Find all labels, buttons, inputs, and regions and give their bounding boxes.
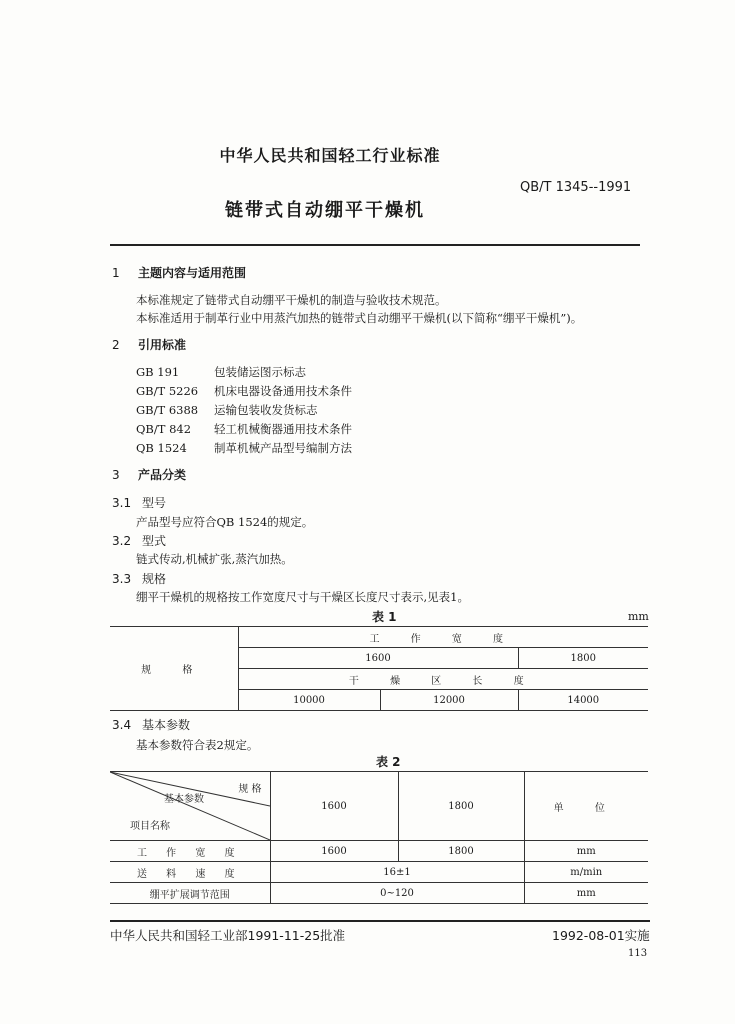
section-3-heading [112,466,186,483]
standard-number: QB/T 1345--1991 [520,180,632,195]
reference-code: GB/T 6388 [136,403,199,417]
table-1-row-label: 规 格 [110,627,238,711]
reference-name: 制革机械产品型号编制方法 [214,441,352,455]
table-cell: m/min [524,862,648,883]
reference-code: GB 191 [136,365,180,379]
reference-name: 机床电器设备通用技术条件 [214,384,352,398]
subsection-number: 3.4 [112,718,132,732]
subsection-3-4-heading [112,716,190,733]
paragraph: 链式传动,机械扩张,蒸汽加热。 [136,552,293,566]
paragraph: 基本参数符合表2规定。 [136,738,259,752]
page-number: 113 [628,948,648,959]
table-row [110,627,648,648]
header-rule [110,244,640,246]
table-2-caption: 表 2 [376,755,401,769]
footer-rule [110,920,650,922]
section-number: 3 [112,468,120,482]
subsection-3-1-heading [112,494,166,511]
table-2-unit-header: 单 位 [524,772,648,841]
table-1-length-header: 干 燥 区 长 度 [238,669,648,690]
reference-item [136,440,352,456]
paragraph: 本标准适用于制革行业中用蒸汽加热的链带式自动绷平干燥机(以下简称“绷平干燥机”)。 [136,311,583,325]
subsection-3-3-heading [112,570,166,587]
table-cell: 10000 [238,690,380,711]
subsection-title: 型号 [142,496,167,510]
subsection-number: 3.1 [112,496,132,510]
section-title: 引用标准 [138,338,187,352]
table-cell: 1600 [270,841,398,862]
approval-line: 中华人民共和国轻工业部1991-11-25批准 [110,928,346,943]
paragraph: 绷平干燥机的规格按工作宽度尺寸与干燥区长度尺寸表示,见表1。 [136,590,469,604]
reference-code: QB/T 842 [136,422,192,436]
table-1-width-header: 工 作 宽 度 [238,627,648,648]
reference-item [136,421,352,437]
section-title: 主题内容与适用范围 [138,266,247,280]
table-cell: 1600 [270,772,398,841]
table-row [110,841,648,862]
table-cell: 绷平扩展调节范围 [110,883,270,904]
table-cell: 1800 [398,841,524,862]
reference-name: 运输包装收发货标志 [214,403,318,417]
diagonal-spec-label: 规 格 [238,784,262,795]
table-cell: mm [524,841,648,862]
table-cell: 1600 [238,648,518,669]
table-cell: 工 作 宽 度 [110,841,270,862]
table-cell: 12000 [380,690,518,711]
table-2-diagonal-header [110,772,270,841]
table-cell: 0~120 [270,883,524,904]
subsection-title: 规格 [142,572,167,586]
subsection-3-2-heading [112,532,166,549]
subsection-title: 基本参数 [142,718,191,732]
reference-code: GB/T 5226 [136,384,199,398]
table-row [110,883,648,904]
table-row [110,862,648,883]
table-cell: 16±1 [270,862,524,883]
table-cell: 1800 [398,772,524,841]
diagonal-param-label: 基本参数 [164,794,204,805]
reference-item [136,402,318,418]
section-number: 1 [112,266,120,280]
document-title: 链带式自动绷平干燥机 [225,200,425,221]
table-1-caption: 表 1 [372,610,397,624]
table-cell: 送 料 速 度 [110,862,270,883]
section-title: 产品分类 [138,468,187,482]
subsection-number: 3.2 [112,534,132,548]
section-1-heading [112,264,246,281]
paragraph: 产品型号应符合QB 1524的规定。 [136,515,314,529]
table-2 [110,771,648,904]
paragraph: 本标准规定了链带式自动绷平干燥机的制造与验收技术规范。 [136,293,447,307]
table-row [110,772,648,841]
reference-item [136,364,306,380]
reference-name: 轻工机械衡器通用技术条件 [214,422,352,436]
reference-code: QB 1524 [136,441,187,455]
subsection-title: 型式 [142,534,167,548]
reference-name: 包装储运图示标志 [214,365,306,379]
issuing-organization: 中华人民共和国轻工行业标准 [219,146,441,165]
reference-item [136,383,352,399]
section-2-heading [112,336,186,353]
table-cell: mm [524,883,648,904]
table-1-unit: mm [628,610,649,623]
diagonal-item-label: 项目名称 [130,821,170,832]
section-number: 2 [112,338,120,352]
effective-date: 1992-08-01实施 [552,928,650,943]
table-1 [110,626,648,711]
table-cell: 1800 [518,648,648,669]
subsection-number: 3.3 [112,572,132,586]
table-cell: 14000 [518,690,648,711]
